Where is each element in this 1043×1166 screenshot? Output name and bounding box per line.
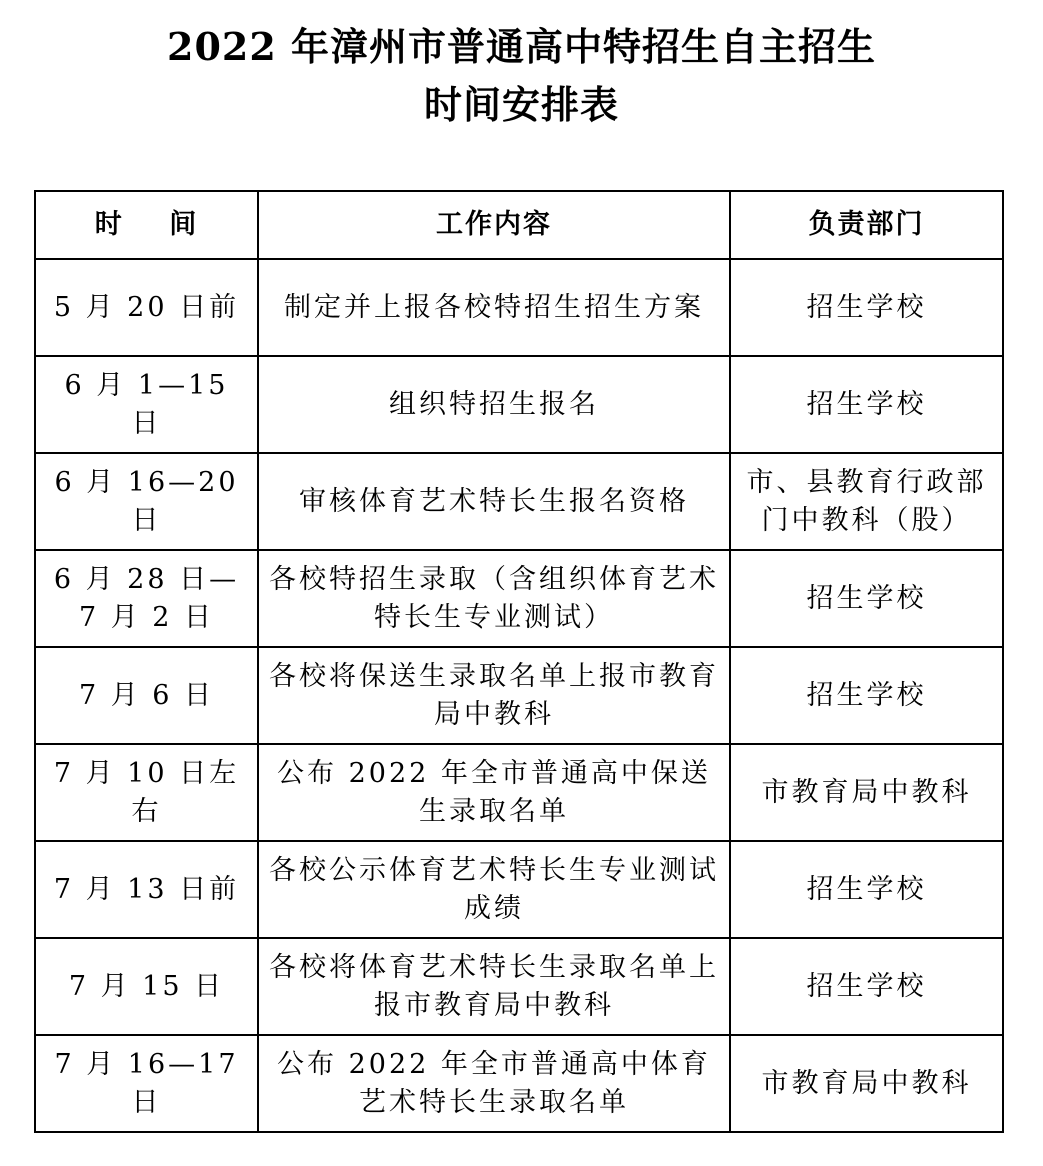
cell-time: 7 月 15 日	[35, 938, 258, 1035]
cell-content: 审核体育艺术特长生报名资格	[258, 453, 730, 550]
cell-department: 市教育局中教科	[730, 744, 1003, 841]
cell-time: 6 月 1—15 日	[35, 356, 258, 453]
header-department: 负责部门	[730, 191, 1003, 259]
cell-department: 招生学校	[730, 938, 1003, 1035]
cell-department: 招生学校	[730, 550, 1003, 647]
cell-department: 招生学校	[730, 259, 1003, 356]
cell-department: 招生学校	[730, 356, 1003, 453]
cell-content: 公布 2022 年全市普通高中保送生录取名单	[258, 744, 730, 841]
cell-department: 招生学校	[730, 647, 1003, 744]
table-row	[35, 259, 1003, 356]
table-row	[35, 453, 1003, 550]
table-row	[35, 550, 1003, 647]
cell-time: 5 月 20 日前	[35, 259, 258, 356]
cell-content: 各校将保送生录取名单上报市教育局中教科	[258, 647, 730, 744]
cell-time: 6 月 16—20 日	[35, 453, 258, 550]
cell-time: 6 月 28 日—7 月 2 日	[35, 550, 258, 647]
cell-content: 制定并上报各校特招生招生方案	[258, 259, 730, 356]
document-title	[0, 18, 1043, 134]
title-line-1: 2022 年漳州市普通高中特招生自主招生	[167, 24, 876, 69]
cell-department: 市教育局中教科	[730, 1035, 1003, 1132]
cell-content: 各校公示体育艺术特长生专业测试成绩	[258, 841, 730, 938]
table-row	[35, 1035, 1003, 1132]
header-content: 工作内容	[258, 191, 730, 259]
cell-department: 招生学校	[730, 841, 1003, 938]
table-row	[35, 938, 1003, 1035]
cell-content: 组织特招生报名	[258, 356, 730, 453]
cell-time: 7 月 13 日前	[35, 841, 258, 938]
table-row	[35, 647, 1003, 744]
cell-time: 7 月 16—17 日	[35, 1035, 258, 1132]
cell-content: 各校将体育艺术特长生录取名单上报市教育局中教科	[258, 938, 730, 1035]
table-row	[35, 744, 1003, 841]
cell-content: 公布 2022 年全市普通高中体育艺术特长生录取名单	[258, 1035, 730, 1132]
cell-content: 各校特招生录取（含组织体育艺术特长生专业测试）	[258, 550, 730, 647]
schedule-table	[34, 190, 1004, 1133]
title-line-2: 时间安排表	[423, 82, 619, 127]
cell-time: 7 月 6 日	[35, 647, 258, 744]
header-time: 时 间	[35, 191, 258, 259]
table-row	[35, 841, 1003, 938]
table-row	[35, 356, 1003, 453]
table-header-row	[35, 191, 1003, 259]
cell-time: 7 月 10 日左右	[35, 744, 258, 841]
cell-department: 市、县教育行政部门中教科（股）	[730, 453, 1003, 550]
